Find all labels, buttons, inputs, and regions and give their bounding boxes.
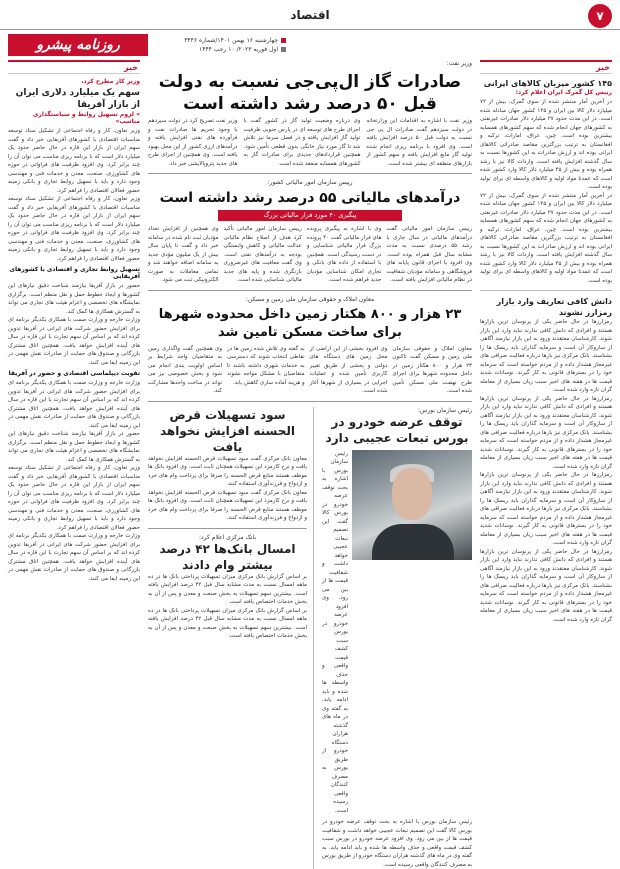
headline-kicker: رئیس سازمان بورس: bbox=[322, 407, 472, 414]
land-headline: ۲۳ هزار و ۸۰۰ هکتار زمین داخل محدوده شهرها برای ساخت مسکن تامین شد bbox=[148, 306, 472, 342]
loan-headline: سود تسهیلات قرض الحسنه افزایش نخواهد یافت bbox=[148, 407, 307, 455]
photo-suit bbox=[372, 524, 454, 560]
divider bbox=[480, 290, 612, 291]
divider bbox=[148, 401, 472, 402]
masthead-bar bbox=[0, 0, 620, 30]
story-body-continued: معاون بانک مرکزی گفت سود تسهیلات قرض الحسنه افزایش نخواهد یافت و نرخ کارمزد این تسهیلات همچنان ثابت است. وی افزود بانک ها موظف هستند منابع قرض الحسنه را صرفا برای پرداخت وام های خرد و ازدواج و فرزندآوری استفاده کنند. bbox=[148, 489, 307, 523]
story-body-continued: بر اساس گزارش بانک مرکزی میزان تسهیلات پرداختی بانک ها در ده ماهه امسال نسبت به مدت مشابه سال قبل ۴۲ درصد افزایش یافته است. بیشترین سهم تسهیلات به بخش صنعت و معدن و پس از آن به بخش خدمات اختصاص یافته است. bbox=[148, 607, 307, 641]
story-body: رمزارزها در حال حاضر یکی از پرنوسان ترین بازارها هستند و افرادی که دانش کافی ندارند نباید وارد این بازار شوند. کارشناسان معتقدند ورود به این بازار نیازمند آگاهی از سازوکار آن است و سرمایه گذاران باید ریسک ها را بشناسند. بانک مرکزی نیز بارها درباره فعالیت صرافی های غیرمجاز هشدار داده و از مردم خواسته است که سرمایه خود را در بسترهای قانونی به کار گیرند. نوسانات شدید قیمت ها در هفته های اخیر سبب زیان بسیاری از معامله گران تازه وارد شده است. bbox=[480, 318, 612, 395]
issue-date-line-2: اول فوریه ۲۰۲۳/ ۱۰ رجب ۱۴۴۴ bbox=[199, 45, 278, 54]
story-body-continued: در آخرین آمار منتشر شده از سوی گمرک، بیش از ۷۲ میلیارد دلار کالا بین ایران و ۱۴۵ کشور جهان مبادله شده است. در این مدت حدود ۲۷ میلیارد دلار صادرات غیرنفتی به کشورهای جهان انجام شده که سهم کشورهای همسایه بیشترین بوده است. چین، عراق، امارات، ترکیه و افغانستان به ترتیب بزرگترین مقاصد صادراتی کالاهای ایرانی بوده اند و ارزش صادرات به این کشورها نسبت به سال گذشته افزایش یافته است. واردات کالا نیز با رشد همراه بوده و بیش از ۴۵ میلیارد دلار کالا وارد کشور شده است که عمدتا مواد اولیه و کالاهای واسطه ای برای تولید بوده است. bbox=[480, 192, 612, 286]
left-news-column bbox=[8, 60, 140, 830]
story-body: وزیر نفت با اشاره به اقدامات این وزارتخانه در دولت سیزدهم گفت صادرات ال پی جی نسبت به دولت قبل ۵۰ درصد افزایش یافته است. وی افزود با برنامه ریزی انجام شده تولید گاز مایع افزایش یافته و سهم کشور از بازارهای منطقه ای بیشتر شده است. bbox=[366, 117, 472, 168]
story-body: وزیر تعاون، کار و رفاه اجتماعی از تشکیل ستاد توسعه مناسبات اقتصادی با کشورهای آفریقایی خبر داد و گفت سهم ایران از بازار این قاره در حال حاضر حدود یک میلیارد دلار است که با برنامه ریزی مناسب می توان آن را چند برابر کرد. وی افزود ظرفیت های فراوانی در حوزه های کشاورزی، صنعت، معدن و خدمات فنی و مهندسی وجود دارد و باید با تسهیل روابط تجاری و بانکی زمینه حضور فعالان اقتصادی را فراهم کرد. bbox=[8, 127, 140, 195]
land-story bbox=[148, 345, 472, 396]
car-headline: توقف عرضه خودرو در بورس تبعات عجیبی دارد bbox=[322, 414, 472, 446]
page-number: ۷ bbox=[588, 4, 612, 28]
story-body: رئیس سازمان بورس با اشاره به بحث توقف عرضه خودرو در بورس کالا گفت این تصمیم تبعات عجیبی خواهد داشت و شفافیت قیمت ها از بین می رود. وی افزود عرضه خودرو در بورس سبب کشف قیمت واقعی و حذف واسطه ها شده و باید ادامه یابد. به گفته وی در ماه های گذشته هزاران دستگاه خودرو از طریق بورس به مصرف کنندگان واقعی رسیده است. bbox=[322, 450, 348, 816]
headline-kicker: معاون املاک و حقوقی سازمان ملی زمین و مسکن: bbox=[148, 296, 472, 303]
center-section bbox=[148, 60, 472, 830]
masthead bbox=[0, 0, 620, 58]
subheading: تسهیل روابط تجاری و اقتصادی با کشورهای آفریقایی bbox=[8, 266, 140, 280]
story-body: در آخرین آمار منتشر شده از سوی گمرک، بیش از ۷۲ میلیارد دلار کالا بین ایران و ۱۴۵ کشور جهان مبادله شده است. در این مدت حدود ۲۷ میلیارد دلار صادرات غیرنفتی به کشورهای جهان انجام شده که سهم کشورهای همسایه بیشترین بوده است. چین، عراق، امارات، ترکیه و افغانستان به ترتیب بزرگترین مقاصد صادراتی کالاهای ایرانی بوده اند و ارزش صادرات به این کشورها نسبت به سال گذشته افزایش یافته است. واردات کالا نیز با رشد همراه بوده و بیش از ۴۵ میلیارد دلار کالا وارد کشور شده است که عمدتا مواد اولیه و کالاهای واسطه ای برای تولید بوده است. bbox=[480, 98, 612, 192]
story-body: وی افزود بخشی از این اراضی از محل زمین های دستگاه های دولتی و بخشی از طریق تغییر کاربری تأمین شده و عملیات اجرایی در بسیاری از شهرها آغاز شده است. bbox=[310, 345, 388, 396]
story-body-continued: وزارت خارجه و وزارت صمت با همکاری یکدیگر برنامه ای برای افزایش حضور شرکت های ایرانی در آفریقا تدوین کرده اند که بر اساس آن سهم تجارت با این قاره در سال های آینده افزایش خواهد یافت. همچنین اتاق مشترک بازرگانی و صندوق های حمایت از صادرات نقش مهمی در این زمینه ایفا می کنند. bbox=[8, 532, 140, 583]
story-body-continued: رئیس سازمان بورس با اشاره به بحث توقف عرضه خودرو در بورس کالا گفت این تصمیم تبعات عجیبی خواهد داشت و شفافیت قیمت ها از بین می رود. وی افزود عرضه خودرو در بورس سبب کشف قیمت واقعی و حذف واسطه ها شده و باید ادامه یابد. به گفته وی در ماه های گذشته هزاران دستگاه خودرو از طریق بورس به مصرف کنندگان واقعی رسیده است. bbox=[322, 818, 472, 869]
right-news-column bbox=[480, 60, 612, 830]
story-body: معاون بانک مرکزی گفت سود تسهیلات قرض الحسنه افزایش نخواهد یافت و نرخ کارمزد این تسهیلات همچنان ثابت است. وی افزود بانک ها موظف هستند منابع قرض الحسنه را صرفا برای پرداخت وام های خرد و ازدواج و فرزندآوری استفاده کنند. bbox=[148, 455, 307, 489]
story-body: بر اساس گزارش بانک مرکزی میزان تسهیلات پرداختی بانک ها در ده ماهه امسال نسبت به مدت مشابه سال قبل ۴۲ درصد افزایش یافته است. بیشترین سهم تسهیلات به بخش صنعت و معدن و پس از آن به بخش خدمات اختصاص یافته است. bbox=[148, 573, 307, 607]
subheading: تقویت دیپلماسی اقتصادی و حضور در آفریقا bbox=[8, 370, 140, 377]
bank-headline: امسال بانک‌ها ۴۲ درصد بیشتر وام دادند bbox=[148, 541, 307, 573]
divider bbox=[148, 173, 472, 174]
news-tag: خبر bbox=[480, 60, 612, 74]
story-kicker: وزیر کار مطرح کرد، bbox=[8, 78, 140, 85]
story-body-continued: رمزارزها در حال حاضر یکی از پرنوسان ترین بازارها هستند و افرادی که دانش کافی ندارند نباید وارد این بازار شوند. کارشناسان معتقدند ورود به این بازار نیازمند آگاهی از سازوکار آن است و سرمایه گذاران باید ریسک ها را بشناسند. بانک مرکزی نیز بارها درباره فعالیت صرافی های غیرمجاز هشدار داده و از مردم خواسته است که سرمایه خود را در بسترهای قانونی به کار گیرند. نوسانات شدید قیمت ها در هفته های اخیر سبب زیان بسیاری از معامله گران تازه وارد شده است. bbox=[480, 548, 612, 625]
square-bullet-icon bbox=[281, 38, 286, 43]
main-headline: صادرات گاز ال‌پی‌جی نسبت به دولت قبل ۵۰ درصد رشد داشته است bbox=[148, 71, 472, 115]
headline-kicker: رییس سازمان امور مالیاتی کشور: bbox=[148, 179, 472, 186]
story-body: رییس سازمان امور مالیاتی تأکید کرد هدف از اصلاح نظام مالیاتی عدالت مالیاتی و کاهش وابستگی بودجه به درآمدهای نفتی است. وی گفت معافیت های غیرضروری بازنگری شده و پایه های جدید مالیاتی شناسایی شده است. bbox=[224, 225, 302, 285]
story-body-continued: وزارت خارجه و وزارت صمت با همکاری یکدیگر برنامه ای برای افزایش حضور شرکت های ایرانی در آفریقا تدوین کرده اند که بر اساس آن سهم تجارت با این قاره در سال های آینده افزایش خواهد یافت. همچنین اتاق مشترک بازرگانی و صندوق های حمایت از صادرات نقش مهمی در این زمینه ایفا می کنند. bbox=[8, 316, 140, 367]
issue-date-line: چهارشنبه ۱۶ بهمن ۱۴۰۱/شماره ۳۴۴۶ bbox=[184, 36, 278, 45]
section-name: اقتصاد bbox=[0, 8, 620, 22]
square-bullet-icon bbox=[281, 47, 286, 52]
official-photo bbox=[352, 450, 472, 560]
story-body: معاون املاک و حقوقی سازمان ملی زمین و مسکن گفت تاکنون ۲۳ هزار و ۸۰۰ هکتار زمین در داخل محدوده شهرها برای اجرای طرح نهضت ملی مسکن تأمین شده است. bbox=[392, 345, 472, 396]
news-tag: خبر bbox=[8, 60, 140, 74]
divider bbox=[148, 290, 472, 291]
bottom-stories bbox=[148, 407, 472, 869]
tax-story bbox=[148, 225, 472, 285]
story-body: وی همچنین گفت واگذاری زمین به متقاضیان واجد شرایط بر اساس اولویت بندی انجام می شود و بخش خصوصی نیز می تواند در ساخت واحدها مشارکت کند. bbox=[148, 345, 222, 396]
story-body: وی با اشاره به پیگیری پرونده های فرار مالیاتی گفت ۴۰ پرونده بزرگ فرار مالیاتی شناسایی و در دست رسیدگی است. همچنین با استفاده از داده های بانکی و تجاری امکان شناسایی مؤدیان جدید فراهم شده است. bbox=[307, 225, 382, 285]
bank-stories bbox=[148, 407, 314, 869]
divider bbox=[148, 528, 307, 529]
car-story bbox=[322, 407, 472, 869]
newspaper-logo: روزنامه پیشرو bbox=[8, 34, 148, 56]
issue-info bbox=[156, 36, 286, 54]
tax-headline: درآمدهای مالیاتی ۵۵ درصد رشد داشته است bbox=[148, 189, 472, 207]
story-title: دانش کافی تعاریف وارد بازار رمزارز نشوند bbox=[480, 296, 612, 318]
story-kicker: رییس کل گمرک ایران اعلام کرد: bbox=[480, 89, 612, 96]
story-body: وی درباره وضعیت تولید گاز در کشور گفت با اجرای طرح های توسعه ای در پارس جنوبی ظرفیت تولید گاز افزایش یافته و در فصل سرما نیز تلاش شد تا گاز مورد نیاز خانگی بدون قطعی تأمین شود. همچنین قراردادهای جدیدی برای صادرات گاز به کشورهای همسایه منعقد شده است. bbox=[244, 117, 361, 168]
story-title: ۱۴۵ کشور میزبان کالاهای ایرانی bbox=[480, 78, 612, 89]
story-subkicker: « لزوم تسهیل روابط و سیاستگذاری مناسب» bbox=[8, 111, 140, 125]
story-body-continued: وزیر تعاون، کار و رفاه اجتماعی از تشکیل ستاد توسعه مناسبات اقتصادی با کشورهای آفریقایی خبر داد و گفت سهم ایران از بازار این قاره در حال حاضر حدود یک میلیارد دلار است که با برنامه ریزی مناسب می توان آن را چند برابر کرد. وی افزود ظرفیت های فراوانی در حوزه های کشاورزی، صنعت، معدن و خدمات فنی و مهندسی وجود دارد و باید با تسهیل روابط تجاری و بانکی زمینه حضور فعالان اقتصادی را فراهم کرد. bbox=[8, 464, 140, 532]
story-body-continued: وزیر تعاون، کار و رفاه اجتماعی از تشکیل ستاد توسعه مناسبات اقتصادی با کشورهای آفریقایی خبر داد و گفت سهم ایران از بازار این قاره در حال حاضر حدود یک میلیارد دلار است که با برنامه ریزی مناسب می توان آن را چند برابر کرد. وی افزود ظرفیت های فراوانی در حوزه های کشاورزی، صنعت، معدن و خدمات فنی و مهندسی وجود دارد و باید با تسهیل روابط تجاری و بانکی زمینه حضور فعالان اقتصادی را فراهم کرد. bbox=[8, 195, 140, 263]
story-body: وزیر نفت تصریح کرد در دولت سیزدهم با وجود تحریم ها صادرات نفت و فرآورده های نفتی افزایش یافته و درآمدهای ارزی کشور از این محل بهبود یافته است. وی همچنین از اجرای طرح های جدید پتروپالایشی خبر داد. bbox=[148, 117, 238, 168]
story-body: وی همچنین از افزایش تعداد مؤدیان ثبت نام شده در سامانه خبر داد و گفت تا پایان سال بیش از یک میلیون مؤدی جدید به سامانه اضافه خواهند شد و تمامی معاملات به صورت الکترونیکی ثبت می شود. bbox=[148, 225, 219, 285]
headline-kicker: وزیر نفت: bbox=[148, 60, 472, 67]
story-body-continued: رمزارزها در حال حاضر یکی از پرنوسان ترین بازارها هستند و افرادی که دانش کافی ندارند نباید وارد این بازار شوند. کارشناسان معتقدند ورود به این بازار نیازمند آگاهی از سازوکار آن است و سرمایه گذاران باید ریسک ها را بشناسند. بانک مرکزی نیز بارها درباره فعالیت صرافی های غیرمجاز هشدار داده و از مردم خواسته است که سرمایه خود را در بسترهای قانونی به کار گیرند. نوسانات شدید قیمت ها در هفته های اخیر سبب زیان بسیاری از معامله گران تازه وارد شده است. bbox=[480, 395, 612, 472]
story-title: سهم یک میلیارد دلاری ایران از بازار آفریقا bbox=[8, 87, 140, 111]
headline-kicker: بانک مرکزی اعلام کرد: bbox=[148, 534, 307, 541]
story-body-continued: رمزارزها در حال حاضر یکی از پرنوسان ترین بازارها هستند و افرادی که دانش کافی ندارند نباید وارد این بازار شوند. کارشناسان معتقدند ورود به این بازار نیازمند آگاهی از سازوکار آن است و سرمایه گذاران باید ریسک ها را بشناسند. بانک مرکزی نیز بارها درباره فعالیت صرافی های غیرمجاز هشدار داده و از مردم خواسته است که سرمایه خود را در بسترهای قانونی به کار گیرند. نوسانات شدید قیمت ها در هفته های اخیر سبب زیان بسیاری از معامله گران تازه وارد شده است. bbox=[480, 471, 612, 548]
story-body: به گفته وی تلاش شده زمین ها در نقاطی انتخاب شوند که دسترسی به خدمات شهری داشته باشند تا متقاضیان با مشکل مواجه نشوند و هزینه آماده سازی کاهش یابد. bbox=[227, 345, 305, 396]
gas-story bbox=[148, 117, 472, 168]
story-body: وزارت خارجه و وزارت صمت با همکاری یکدیگر برنامه ای برای افزایش حضور شرکت های ایرانی در آفریقا تدوین کرده اند که بر اساس آن سهم تجارت با این قاره در سال های آینده افزایش خواهد یافت. همچنین اتاق مشترک بازرگانی و صندوق های حمایت از صادرات نقش مهمی در این زمینه ایفا می کنند. bbox=[8, 379, 140, 430]
red-strap: پیگیری ۴۰ مورد فرار مالیاتی بزرگ bbox=[218, 210, 402, 221]
story-body-continued: حضور در بازار آفریقا نیازمند شناخت دقیق نیازهای این کشورها و ایجاد خطوط حمل و نقل منظم است. برگزاری نمایشگاه های تخصصی و اعزام هیئت های تجاری می تواند به گسترش همکاری ها کمک کند. bbox=[8, 430, 140, 464]
story-body: رییس سازمان امور مالیاتی گفت درآمدهای مالیاتی در سال جاری با رشد ۵۵ درصدی نسبت به مدت مشابه سال قبل همراه بوده است. وی افزود با اجرای قانون پایانه های فروشگاهی و سامانه مؤدیان شفافیت در نظام مالیاتی افزایش یافته است. bbox=[386, 225, 472, 285]
photo-face bbox=[392, 468, 432, 520]
story-body: حضور در بازار آفریقا نیازمند شناخت دقیق نیازهای این کشورها و ایجاد خطوط حمل و نقل منظم است. برگزاری نمایشگاه های تخصصی و اعزام هیئت های تجاری می تواند به گسترش همکاری ها کمک کند. bbox=[8, 282, 140, 316]
